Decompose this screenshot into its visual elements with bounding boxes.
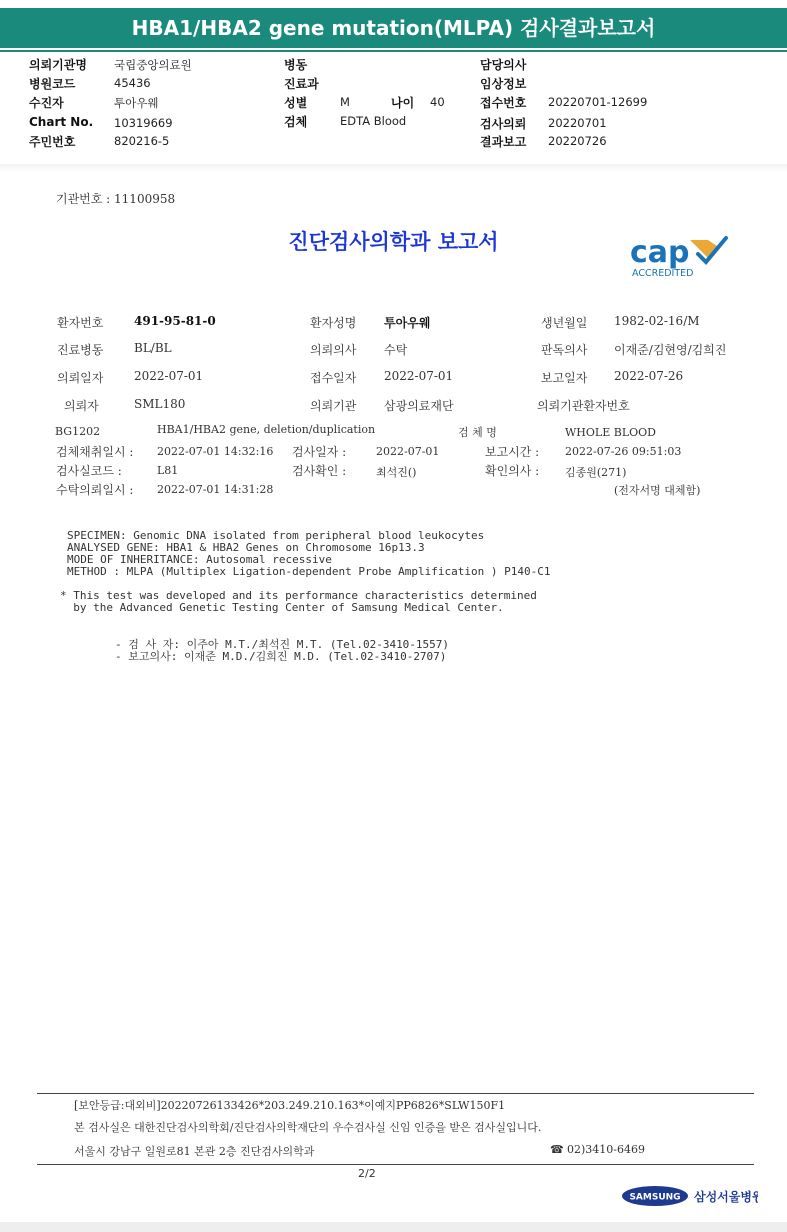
body-line-specimen: SPECIMEN: Genomic DNA isolated from peripheral blood leukocytes xyxy=(67,529,485,542)
patient-label-birthdate: 생년월일 xyxy=(541,316,588,330)
test-value-confirming-doctor: 김종원(271) xyxy=(565,466,627,479)
footer-certification: 본 검사실은 대한진단검사의학회/진단검사의학재단의 우수검사실 신임 인증을 받은 검사실입니다. xyxy=(74,1121,542,1134)
patient-value-id: 491-95-81-0 xyxy=(134,314,216,328)
bottom-strip xyxy=(0,1222,787,1232)
test-value-collection-time: 2022-07-01 14:32:16 xyxy=(157,445,274,458)
patient-value-ward: BL/BL xyxy=(134,341,172,355)
footer-phone-icon: ☎ xyxy=(550,1143,564,1156)
footer-address: 서울시 강남구 일원로81 본관 2층 진단검사의학과 xyxy=(74,1145,315,1158)
header-value-patient: 투아우웨 xyxy=(114,96,159,110)
patient-label-name: 환자성명 xyxy=(310,316,357,330)
body-line-analysed-gene: ANALYSED GENE: HBA1 & HBA2 Genes on Chromosome 16p13.3 xyxy=(67,541,425,554)
patient-value-birthdate: 1982-02-16/M xyxy=(614,314,700,328)
title-underline xyxy=(0,50,787,52)
test-label-consignment-time: 수탁의뢰일시 : xyxy=(56,483,134,497)
test-label-lab-code: 검사실코드 : xyxy=(56,464,122,478)
patient-label-request-date: 의뢰일자 xyxy=(57,371,104,385)
patient-label-receipt-date: 접수일자 xyxy=(310,371,357,385)
patient-label-requesting-doctor: 의뢰의사 xyxy=(310,343,357,357)
footer-bottom-rule xyxy=(37,1164,754,1165)
staff-line-tester: - 검 사 자: 이주아 M.T./최석진 M.T. (Tel.02-3410-1557) xyxy=(115,638,450,651)
patient-label-reading-doctor: 판독의사 xyxy=(541,343,588,357)
test-label-confirming-doctor: 확인의사 : xyxy=(485,464,540,478)
header-label-receipt-no: 접수번호 xyxy=(480,96,527,110)
patient-value-requesting-institution: 삼광의료재단 xyxy=(384,399,454,413)
header-value-result-report: 20220726 xyxy=(548,134,607,148)
header-label-specimen: 검체 xyxy=(284,115,308,129)
header-separator xyxy=(0,164,787,172)
header-value-hospital-code: 45436 xyxy=(114,76,151,90)
patient-label-id: 환자번호 xyxy=(57,316,104,330)
header-label-hospital-code: 병원코드 xyxy=(29,77,76,91)
patient-label-institution-patient-no: 의뢰기관환자번호 xyxy=(537,399,630,413)
patient-label-requester: 의뢰자 xyxy=(64,399,99,413)
header-label-age: 나이 xyxy=(391,96,415,110)
note-line-2: by the Advanced Genetic Testing Center of Samsung Medical Center. xyxy=(60,601,504,614)
title-bar xyxy=(0,8,787,48)
test-code: BG1202 xyxy=(55,425,101,438)
patient-label-requesting-institution: 의뢰기관 xyxy=(310,399,357,413)
header-label-sex: 성별 xyxy=(284,96,308,110)
body-line-method: METHOD : MLPA (Multiplex Ligation-dependent Probe Amplification ) P140-C1 xyxy=(67,565,551,578)
svg-text:cap: cap xyxy=(630,235,690,270)
page-number: 2/2 xyxy=(358,1167,376,1180)
document-title: HBA1/HBA2 gene mutation(MLPA) 검사결과보고서 xyxy=(131,16,656,40)
header-label-patient: 수진자 xyxy=(29,96,64,110)
header-label-requesting-institution: 의뢰기관명 xyxy=(29,58,87,72)
header-label-chart-no: Chart No. xyxy=(29,115,94,129)
footer-security-line: [보안등급:대외비]20220726133426*203.249.210.163*이예지PP6826*SLW150F1 xyxy=(74,1099,506,1112)
header-label-resident-no: 주민번호 xyxy=(29,135,76,149)
svg-text:삼성서울병원: 삼성서울병원 xyxy=(694,1190,758,1204)
test-label-test-date: 검사일자 : xyxy=(292,445,347,459)
header-value-requesting-institution: 국립중앙의료원 xyxy=(114,58,192,72)
staff-line-reporting-doctor: - 보고의사: 이재준 M.D./김희진 M.D. (Tel.02-3410-2707) xyxy=(115,650,447,663)
test-label-test-confirm: 검사확인 : xyxy=(292,464,347,478)
patient-value-reading-doctor: 이재준/김현영/김희진 xyxy=(614,343,727,357)
body-line-inheritance: MODE OF INHERITANCE: Autosomal recessive xyxy=(67,553,332,566)
header-value-sex: M xyxy=(340,95,350,109)
header-label-department: 진료과 xyxy=(284,77,319,91)
patient-label-ward: 진료병동 xyxy=(57,343,104,357)
specimen-name-label: 검 체 명 xyxy=(458,426,497,439)
test-value-lab-code: L81 xyxy=(157,464,179,477)
test-value-test-confirm: 최석진() xyxy=(376,466,417,479)
samsung-medical-center-logo xyxy=(622,1184,758,1208)
test-label-collection-time: 검체채취일시 : xyxy=(56,445,134,459)
report-title: 진단검사의학과 보고서 xyxy=(288,229,499,254)
svg-text:SAMSUNG: SAMSUNG xyxy=(629,1192,681,1203)
header-label-attending-doctor: 담당의사 xyxy=(480,58,527,72)
cap-accredited-logo xyxy=(628,232,738,282)
institution-number: 기관번호 : 11100958 xyxy=(56,192,176,206)
test-value-test-date: 2022-07-01 xyxy=(376,445,440,458)
patient-value-requesting-doctor: 수탁 xyxy=(384,343,408,357)
test-label-report-time: 보고시간 : xyxy=(485,445,540,459)
footer-top-rule xyxy=(37,1093,754,1094)
header-label-result-report: 결과보고 xyxy=(480,135,527,149)
header-value-receipt-no: 20220701-12699 xyxy=(548,95,648,109)
patient-label-report-date: 보고일자 xyxy=(541,371,588,385)
note-line-1: * This test was developed and its performance characteristics determined xyxy=(60,589,537,602)
patient-value-request-date: 2022-07-01 xyxy=(134,369,204,383)
header-value-chart-no: 10319669 xyxy=(114,116,173,130)
specimen-name-value: WHOLE BLOOD xyxy=(565,426,656,439)
svg-text:ACCREDITED: ACCREDITED xyxy=(632,268,694,279)
test-value-consignment-time: 2022-07-01 14:31:28 xyxy=(157,483,274,496)
header-value-test-request: 20220701 xyxy=(548,116,607,130)
patient-value-name: 투아우웨 xyxy=(384,316,431,330)
patient-value-receipt-date: 2022-07-01 xyxy=(384,369,454,383)
test-value-report-time: 2022-07-26 09:51:03 xyxy=(565,445,682,458)
footer-phone: 02)3410-6469 xyxy=(567,1143,645,1156)
test-name: HBA1/HBA2 gene, deletion/duplication xyxy=(157,423,376,436)
patient-value-report-date: 2022-07-26 xyxy=(614,369,684,383)
header-label-clinical-info: 임상정보 xyxy=(480,77,527,91)
header-value-resident-no: 820216-5 xyxy=(114,134,170,148)
patient-value-requester: SML180 xyxy=(134,397,186,411)
header-value-specimen: EDTA Blood xyxy=(340,114,407,128)
header-value-age: 40 xyxy=(430,95,445,109)
header-label-ward: 병동 xyxy=(284,58,308,72)
electronic-signature-note: (전자서명 대체함) xyxy=(614,484,701,497)
header-label-test-request: 검사의뢰 xyxy=(480,117,527,131)
